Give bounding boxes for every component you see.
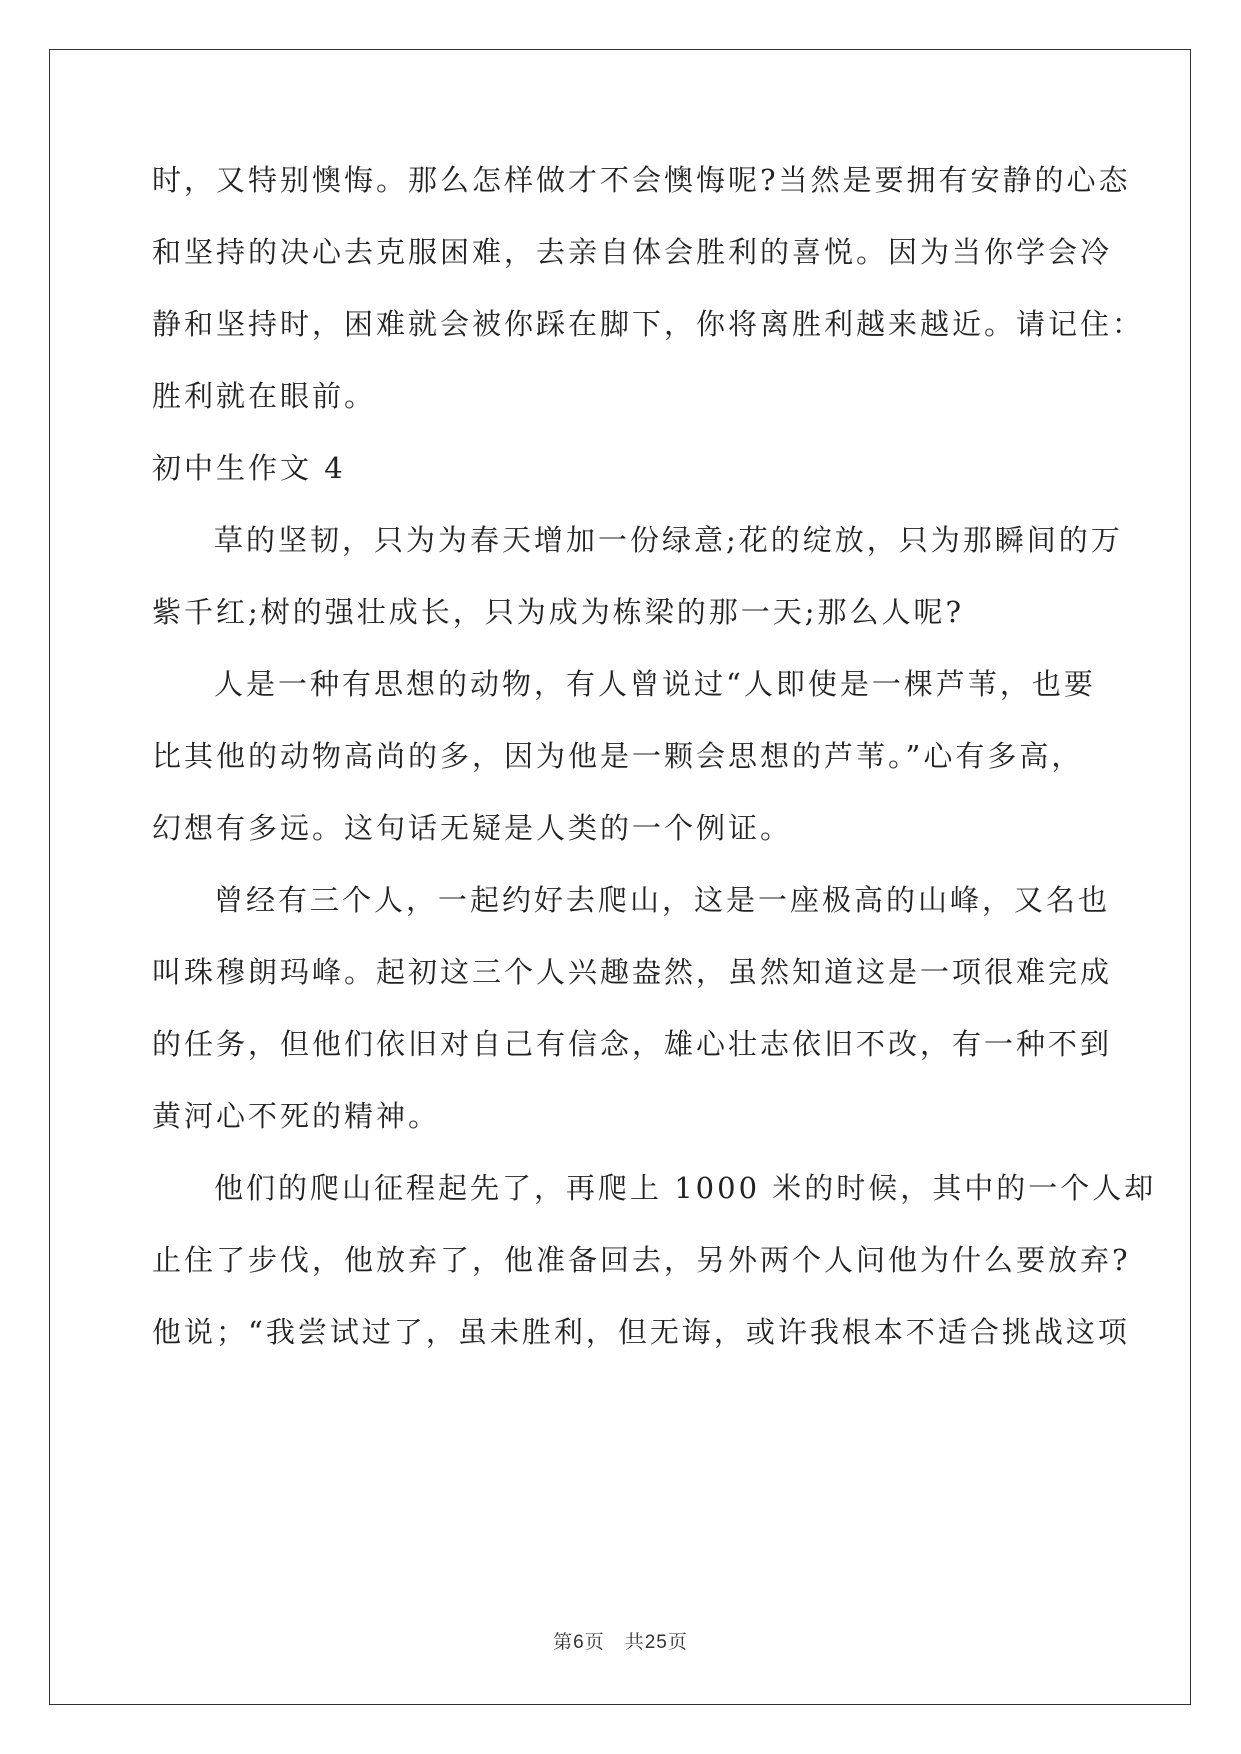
footer-prefix: 第 (553, 1631, 574, 1653)
text-line: 的任务，但他们依旧对自己有信念，雄心壮志依旧不改，有一种不到 (152, 1027, 1113, 1061)
text-line: 胜利就在眼前。 (152, 379, 377, 413)
text-line: 幻想有多远。这句话无疑是人类的一个例证。 (152, 811, 793, 845)
text-line: 静和坚持时，困难就会被你踩在脚下，你将离胜利越来越近。请记住： (152, 307, 1145, 341)
footer-middle: 页 共 (584, 1631, 645, 1653)
paragraph-start-line: 曾经有三个人，一起约好去爬山，这是一座极高的山峰，又名也 (214, 883, 1111, 917)
current-page-number: 6 (573, 1632, 585, 1653)
footer-suffix: 页 (667, 1631, 688, 1653)
section-heading: 初中生作文 4 (152, 451, 346, 485)
text-line: 叫珠穆朗玛峰。起初这三个人兴趣盎然，虽然知道这是一项很难完成 (152, 955, 1113, 989)
text-line: 紫千红;树的强壮成长，只为成为栋梁的那一天;那么人呢? (152, 595, 965, 629)
paragraph-start-line: 人是一种有思想的动物，有人曾说过“人即使是一棵芦苇，也要 (214, 667, 1096, 701)
page-border (49, 49, 1191, 1705)
page-footer (0, 1627, 1241, 1654)
text-line: 黄河心不死的精神。 (152, 1099, 441, 1133)
paragraph-start-line: 草的坚韧，只为为春天增加一份绿意;花的绽放，只为那瞬间的万 (214, 523, 1123, 557)
text-line: 比其他的动物高尚的多，因为他是一颗会思想的芦苇。”心有多高， (152, 739, 1084, 773)
text-line: 时，又特别懊悔。那么怎样做才不会懊悔呢?当然是要拥有安静的心态 (152, 163, 1131, 197)
text-line: 和坚持的决心去克服困难，去亲自体会胜利的喜悦。因为当你学会冷 (152, 235, 1113, 269)
paragraph-start-line: 他们的爬山征程起先了，再爬上 1000 米的时候，其中的一个人却 (214, 1171, 1157, 1205)
text-line: 止住了步伐，他放弃了，他准备回去，另外两个人问他为什么要放弃? (152, 1243, 1131, 1277)
total-page-count: 25 (644, 1632, 668, 1653)
text-line: 他说；“我尝试过了，虽未胜利，但无诲，或许我根本不适合挑战这项 (152, 1315, 1130, 1349)
